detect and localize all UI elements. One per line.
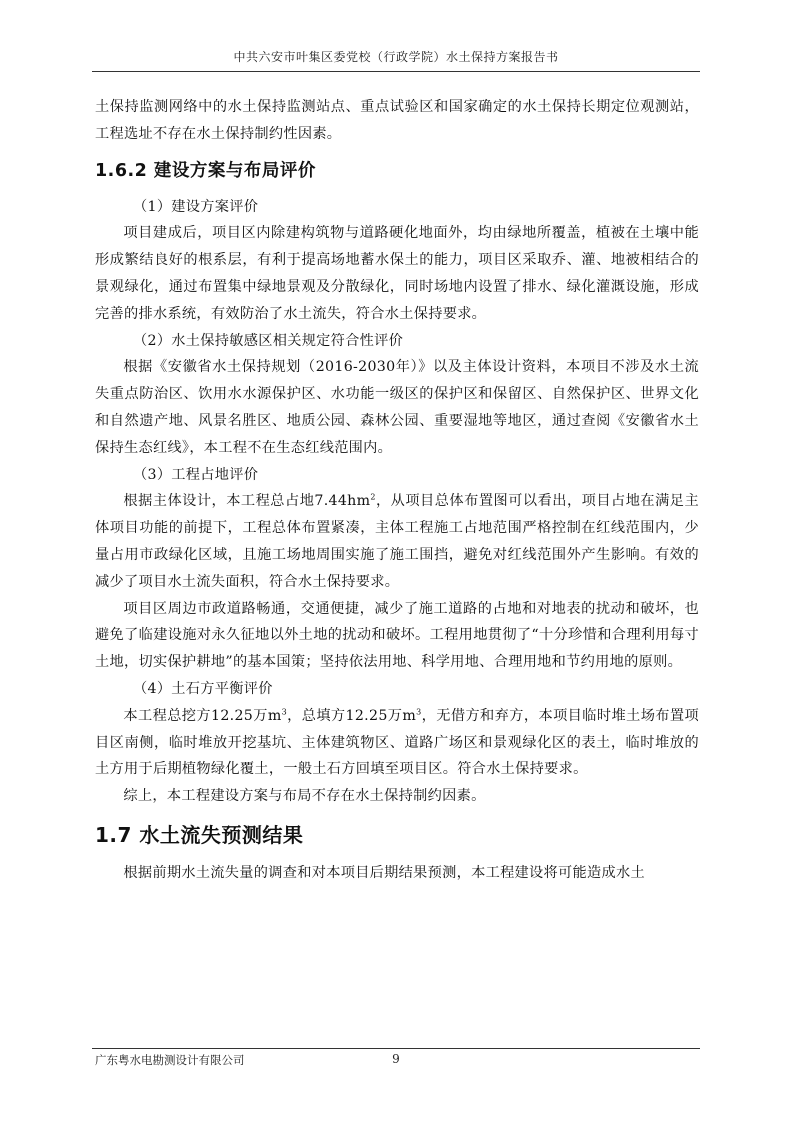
subheading-sensitive-area: （2）水土保持敏感区相关规定符合性评价 bbox=[133, 332, 404, 349]
fill-text: ，总填方12.25万m bbox=[287, 707, 417, 724]
section-heading-1-6-2: 1.6.2 建设方案与布局评价 bbox=[95, 160, 316, 181]
subheading-earthwork-balance: （4）土石方平衡评价 bbox=[133, 680, 273, 697]
paragraph-prediction: 根据前期水土流失量的调查和对本项目后期结果预测，本工程建设将可能造成水土 bbox=[123, 864, 645, 881]
superscript-3b: 3 bbox=[416, 707, 422, 716]
section-heading-1-7: 1.7 水土流失预测结果 bbox=[95, 822, 304, 847]
paragraph-conclusion: 综上，本工程建设方案与布局不存在水土保持制约因素。 bbox=[123, 788, 486, 805]
subheading-construction-plan: （1）建设方案评价 bbox=[133, 198, 259, 215]
land-area-text: 根据主体设计，本工程总占地7.44hm bbox=[123, 493, 371, 510]
earthwork-text-cont: ，无借方和弃方，本项目临时堆土场布置项目区南侧，临时堆放开挖基坑、主体建筑物区、道路广场区和景观绿化区的表土，临时堆放的土方用于后期植物绿化覆土，一般土石方回填至项目区。符合水土保持要求。 bbox=[95, 707, 699, 778]
document-body bbox=[95, 94, 699, 887]
excavation-text: 本工程总挖方12.25万m bbox=[123, 707, 282, 724]
footer-company: 广东粤水电勘测设计有限公司 bbox=[95, 1053, 245, 1067]
paragraph-land-occupation bbox=[95, 488, 699, 595]
superscript-3a: 3 bbox=[281, 707, 287, 716]
subheading-land-occupation: （3）工程占地评价 bbox=[133, 466, 259, 483]
superscript-2: 2 bbox=[370, 492, 376, 502]
page-header: 中共六安市叶集区委党校（行政学院）水土保持方案报告书 bbox=[233, 50, 559, 64]
paragraph-intro: 土保持监测网络中的水土保持监测站点、重点试验区和国家确定的水土保持长期定位观测站，工程选址不存在水土保持制约性因素。 bbox=[95, 99, 699, 142]
footer-divider bbox=[92, 1048, 700, 1049]
paragraph-sensitive-area: 根据《安徽省水土保持规划（2016-2030年）》以及主体设计资料，本项目不涉及水土流失重点防治区、饮用水水源保护区、水功能一级区的保护区和保留区、自然保护区、世界文化和自然遗产地、风景名胜区、地质公园、森林公园、重要湿地等地区，通过查阅《安徽省水土保持生态红线》，本工程不在生态红线范围内。 bbox=[95, 359, 699, 456]
paragraph-road-access: 项目区周边市政道路畅通，交通便捷，减少了施工道路的占地和对地表的扰动和破坏，也避免了临建设施对永久征地以外土地的扰动和破坏。工程用地贯彻了“十分珍惜和合理利用每寸土地，切实保护耕地”的基本国策；坚持依法用地、科学用地、合理用地和节约用地的原则。 bbox=[95, 600, 699, 671]
header-divider bbox=[92, 71, 700, 72]
paragraph-earthwork-balance bbox=[95, 703, 699, 783]
land-area-text-cont: ，从项目总体布置图可以看出，项目占地在满足主体项目功能的前提下，工程总体布置紧凑，主体工程施工占地范围严格控制在红线范围内，少量占用市政绿化区域，且施工场地周围实施了施工围挡，避免对红线范围外产生影响。有效的减少了项目水土流失面积，符合水土保持要求。 bbox=[95, 493, 699, 590]
paragraph-construction-plan: 项目建成后，项目区内除建构筑物与道路硬化地面外，均由绿地所覆盖，植被在土壤中能形成繁结良好的根系层，有利于提高场地蓄水保土的能力，项目区采取乔、灌、地被相结合的景观绿化，通过布置集中绿地景观及分散绿化，同时场地内设置了排水、绿化灌溉设施，形成完善的排水系统，有效防治了水土流失，符合水土保持要求。 bbox=[95, 225, 699, 322]
page-number: 9 bbox=[392, 1052, 400, 1066]
